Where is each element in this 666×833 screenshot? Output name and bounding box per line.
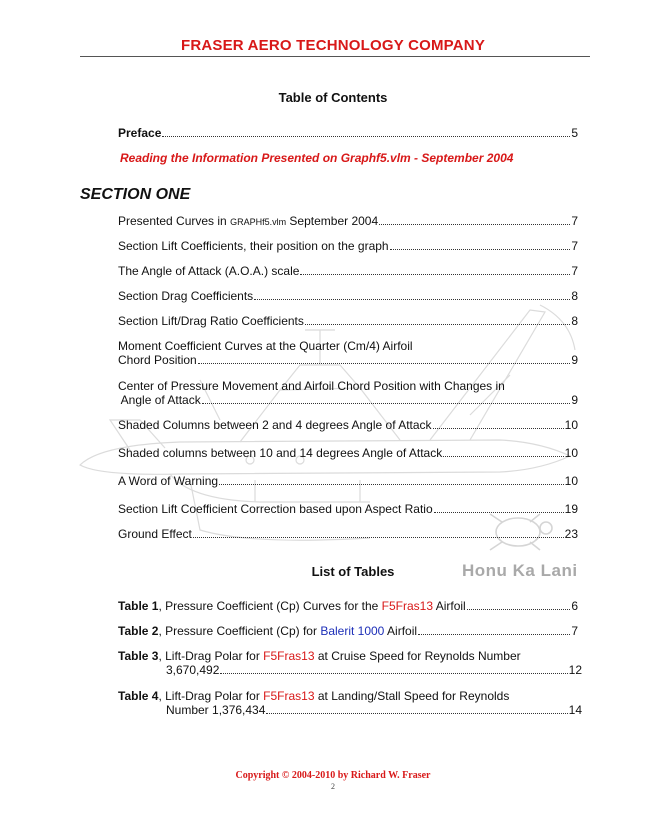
toc-entry-label: Section Lift/Drag Ratio Coefficients bbox=[118, 314, 304, 328]
toc-entry-label: A Word of Warning bbox=[118, 474, 219, 488]
toc-entry-label: The Angle of Attack (A.O.A.) scale bbox=[118, 264, 300, 278]
table-entry-number: Table 3 bbox=[118, 649, 159, 663]
toc-page-number: 8 bbox=[571, 314, 578, 328]
section-heading: SECTION ONE bbox=[80, 186, 191, 203]
table-page-number: 14 bbox=[568, 703, 582, 717]
toc-entry-label: Shaded columns between 10 and 14 degrees Angle of Attack bbox=[118, 446, 443, 460]
table-page-number: 7 bbox=[571, 624, 578, 638]
copyright-notice: Copyright © 2004-2010 by Richard W. Fraser bbox=[235, 770, 431, 781]
toc-entry-label: Section Lift Coefficients, their position on the graph bbox=[118, 239, 389, 253]
dot-leader bbox=[220, 663, 567, 674]
table-entry-line1[interactable] bbox=[118, 649, 521, 663]
table-entry[interactable] bbox=[118, 599, 578, 613]
toc-entry-filename: GRAPHf5.vlm bbox=[230, 217, 287, 227]
toc-page-number: 10 bbox=[564, 418, 578, 432]
toc-page-number: 5 bbox=[571, 126, 578, 140]
toc-entry-preface[interactable] bbox=[118, 126, 578, 140]
table-entry[interactable] bbox=[166, 663, 582, 677]
toc-title: Table of Contents bbox=[278, 90, 388, 105]
table-entry-label: , Pressure Coefficient (Cp) for bbox=[158, 624, 321, 638]
dot-leader bbox=[418, 624, 570, 635]
toc-entry[interactable] bbox=[118, 289, 578, 303]
page-number: 2 bbox=[331, 782, 335, 791]
toc-page-number: 7 bbox=[571, 264, 578, 278]
toc-entry[interactable] bbox=[118, 502, 578, 516]
toc-page-number: 9 bbox=[571, 353, 578, 367]
table-entry[interactable] bbox=[118, 624, 578, 638]
toc-entry[interactable] bbox=[118, 418, 578, 432]
header-divider bbox=[80, 56, 590, 57]
table-entry-number: Table 1 bbox=[118, 599, 159, 613]
table-entry-label-suffix: at Cruise Speed for Reynolds Number bbox=[314, 649, 521, 663]
toc-entry-label: Section Drag Coefficients bbox=[118, 289, 254, 303]
list-of-tables-title: List of Tables bbox=[311, 564, 395, 579]
table-entry-label-line2: 3,670,492 bbox=[166, 663, 220, 677]
dot-leader bbox=[202, 393, 571, 404]
toc-entry[interactable] bbox=[118, 474, 578, 488]
toc-entry[interactable] bbox=[118, 393, 578, 407]
table-page-number: 6 bbox=[571, 599, 578, 613]
toc-entry-label: Angle of Attack bbox=[118, 393, 201, 407]
toc-entry[interactable] bbox=[118, 214, 578, 229]
dot-leader bbox=[434, 502, 564, 513]
watermark-text: Honu Ka Lani bbox=[462, 561, 578, 580]
toc-entry-label: Presented Curves in bbox=[118, 214, 231, 228]
toc-entry[interactable] bbox=[118, 353, 578, 367]
table-entry-line1[interactable] bbox=[118, 689, 509, 703]
dot-leader bbox=[193, 527, 564, 538]
toc-entry-label: Shaded Columns between 2 and 4 degrees Angle of Attack bbox=[118, 418, 432, 432]
dot-leader bbox=[467, 599, 571, 610]
toc-entry[interactable] bbox=[118, 446, 578, 460]
table-entry-label: , Lift-Drag Polar for bbox=[158, 649, 264, 663]
dot-leader bbox=[305, 314, 570, 325]
toc-page-number: 10 bbox=[564, 474, 578, 488]
table-entry[interactable] bbox=[166, 703, 582, 717]
toc-page-number: 7 bbox=[571, 239, 578, 253]
dot-leader bbox=[254, 289, 570, 300]
table-entry-number: Table 2 bbox=[118, 624, 159, 638]
toc-page-number: 23 bbox=[564, 527, 578, 541]
toc-page-number: 7 bbox=[571, 214, 578, 228]
toc-entry-label-suffix: September 2004 bbox=[286, 214, 379, 228]
toc-page-number: 8 bbox=[571, 289, 578, 303]
toc-entry-label: Ground Effect bbox=[118, 527, 192, 541]
toc-entry-label: Chord Position bbox=[118, 353, 197, 367]
table-entry-number: Table 4 bbox=[118, 689, 159, 703]
table-entry-label-suffix: Airfoil bbox=[433, 599, 466, 613]
dot-leader bbox=[379, 214, 570, 225]
dot-leader bbox=[198, 353, 571, 364]
table-entry-label: , Lift-Drag Polar for bbox=[158, 689, 264, 703]
dot-leader bbox=[300, 264, 570, 275]
dot-leader bbox=[162, 126, 570, 137]
table-entry-label-suffix: at Landing/Stall Speed for Reynolds bbox=[314, 689, 510, 703]
company-title: FRASER AERO TECHNOLOGY COMPANY bbox=[180, 37, 486, 54]
toc-page-number: 19 bbox=[564, 502, 578, 516]
table-entry-label: , Pressure Coefficient (Cp) Curves for the bbox=[158, 599, 382, 613]
airfoil-name: F5Fras13 bbox=[263, 649, 315, 663]
toc-entry-line1[interactable]: Center of Pressure Movement and Airfoil Chord Position with Changes in bbox=[118, 379, 505, 393]
table-entry-label-line2: Number 1,376,434 bbox=[166, 703, 266, 717]
toc-entry[interactable] bbox=[118, 527, 578, 541]
toc-entry-label: Section Lift Coefficient Correction based upon Aspect Ratio bbox=[118, 502, 433, 516]
dot-leader bbox=[219, 474, 564, 485]
dot-leader bbox=[390, 239, 571, 250]
dot-leader bbox=[266, 703, 567, 714]
toc-entry[interactable] bbox=[118, 314, 578, 328]
toc-page-number: 9 bbox=[571, 393, 578, 407]
dot-leader bbox=[443, 446, 563, 457]
toc-page-number: 10 bbox=[564, 446, 578, 460]
airfoil-name: Balerit 1000 bbox=[320, 624, 385, 638]
toc-entry[interactable] bbox=[118, 239, 578, 253]
reading-note: Reading the Information Presented on Graphf5.vlm - September 2004 bbox=[120, 151, 514, 165]
airfoil-name: F5Fras13 bbox=[381, 599, 434, 613]
toc-entry[interactable] bbox=[118, 264, 578, 278]
toc-entry-label: Preface bbox=[118, 126, 162, 140]
dot-leader bbox=[433, 418, 564, 429]
toc-entry-line1[interactable]: Moment Coefficient Curves at the Quarter (Cm/4) Airfoil bbox=[118, 339, 413, 353]
airfoil-name: F5Fras13 bbox=[263, 689, 315, 703]
table-entry-label-suffix: Airfoil bbox=[384, 624, 418, 638]
table-page-number: 12 bbox=[568, 663, 582, 677]
